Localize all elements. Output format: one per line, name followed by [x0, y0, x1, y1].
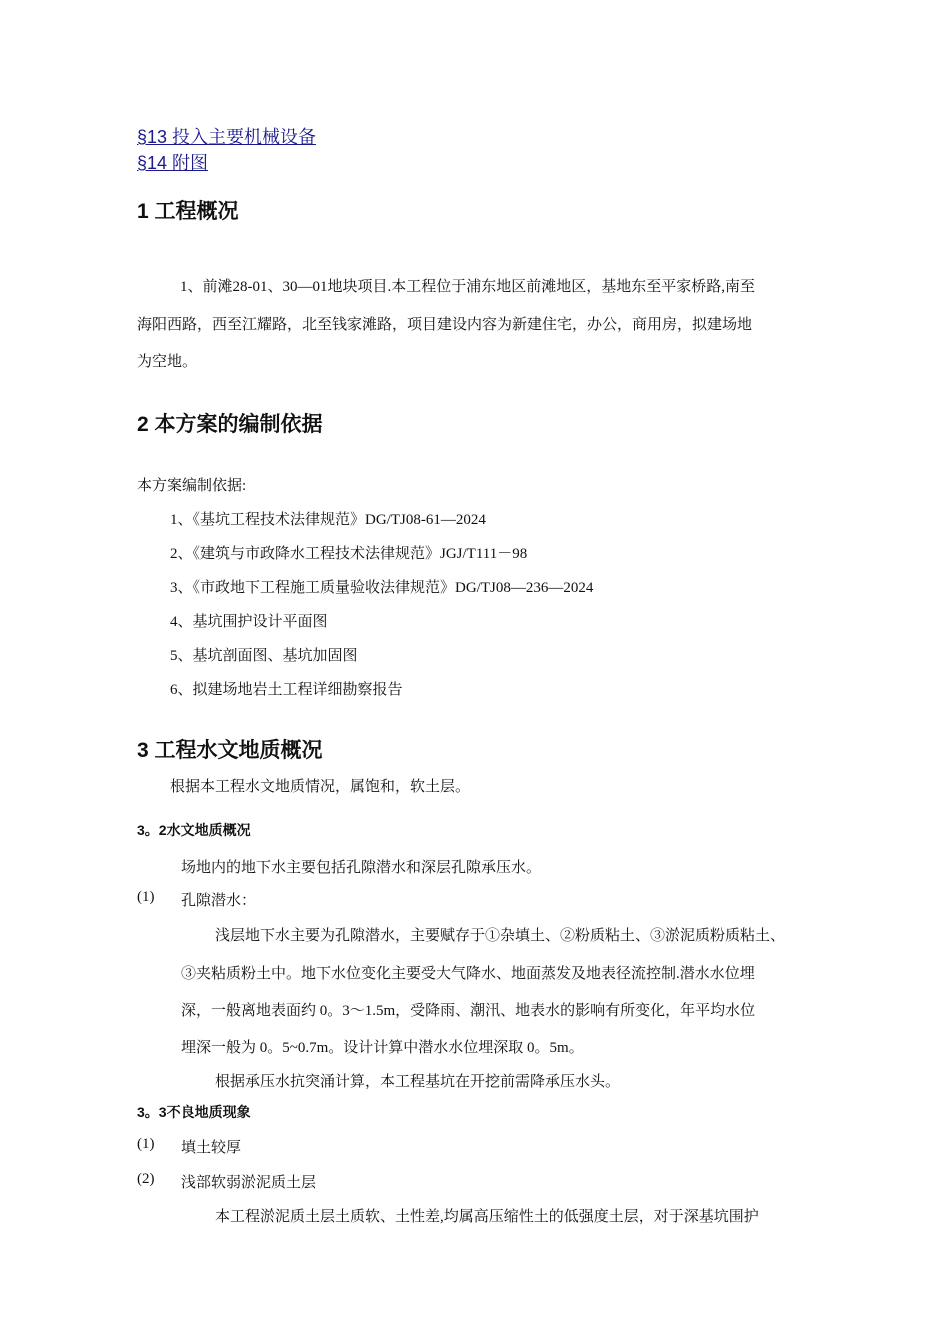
list-item-text: 浅部软弱淤泥质土层: [181, 1175, 317, 1191]
list-label: 孔隙潜水：: [181, 893, 257, 909]
toc-link-14[interactable]: §14 附图: [137, 153, 209, 173]
soft-soil-para: 本工程淤泥质土层土质软、土性差,均属高压缩性土的低强度土层，对于深基坑围护: [215, 1209, 759, 1225]
phreatic-para-line-2: ③夹粘质粉土中。地下水位变化主要受大气降水、地面蒸发及地表径流控制.潜水水位埋: [181, 966, 755, 982]
section-1-para-line-1: 1、前滩28-01、30—01地块项目.本工程位于浦东地区前滩地区，基地东至平家桥路,南至: [180, 279, 755, 295]
basis-list-item: 1、《基坑工程技术法律规范》DG/TJ08-61—2024: [170, 512, 486, 528]
section-1-heading: 1 工程概况: [137, 200, 239, 223]
phreatic-para-line-1: 浅层地下水主要为孔隙潜水，主要赋存于①杂填土、②粉质粘土、③淤泥质粉质粘土、: [215, 928, 786, 944]
list-number: (1): [137, 889, 155, 905]
basis-list-item: 5、基坑剖面图、基坑加固图: [170, 648, 358, 664]
section-1-para-line-3: 为空地。: [137, 354, 198, 370]
subsection-3-2-intro: 场地内的地下水主要包括孔隙潜水和深层孔隙承压水。: [181, 860, 542, 876]
basis-list-item: 4、基坑围护设计平面图: [170, 614, 328, 630]
section-2-intro: 本方案编制依据:: [137, 478, 247, 494]
section-1-para-line-2: 海阳西路，西至江耀路，北至钱家滩路，项目建设内容为新建住宅，办公，商用房，拟建场地: [137, 317, 753, 333]
phreatic-para-line-4: 埋深一般为 0。5~0.7m。设计计算中潜水水位埋深取 0。5m。: [181, 1040, 584, 1056]
phreatic-para-line-3: 深，一般离地表面约 0。3～1.5m，受降雨、潮汛、地表水的影响有所变化，年平均水位: [181, 1003, 756, 1019]
section-3-heading: 3 工程水文地质概况: [137, 739, 323, 762]
section-2-heading: 2 本方案的编制依据: [137, 413, 323, 436]
section-3-intro: 根据本工程水文地质情况，属饱和，软土层。: [170, 779, 471, 795]
basis-list-item: 6、拟建场地岩土工程详细勘察报告: [170, 682, 403, 698]
toc-link-13[interactable]: §13 投入主要机械设备: [137, 127, 317, 147]
list-number: (2): [137, 1171, 155, 1187]
subsection-3-3-heading: 3。3不良地质现象: [137, 1104, 251, 1120]
confined-water-note: 根据承压水抗突涌计算，本工程基坑在开挖前需降承压水头。: [215, 1074, 621, 1090]
basis-list-item: 3、《市政地下工程施工质量验收法律规范》DG/TJ08—236—2024: [170, 580, 594, 596]
subsection-3-2-heading: 3。2水文地质概况: [137, 822, 251, 838]
list-number: (1): [137, 1136, 155, 1152]
basis-list-item: 2、《建筑与市政降水工程技术法律规范》JGJ/T111－98: [170, 546, 528, 562]
list-item-text: 填土较厚: [181, 1140, 242, 1156]
